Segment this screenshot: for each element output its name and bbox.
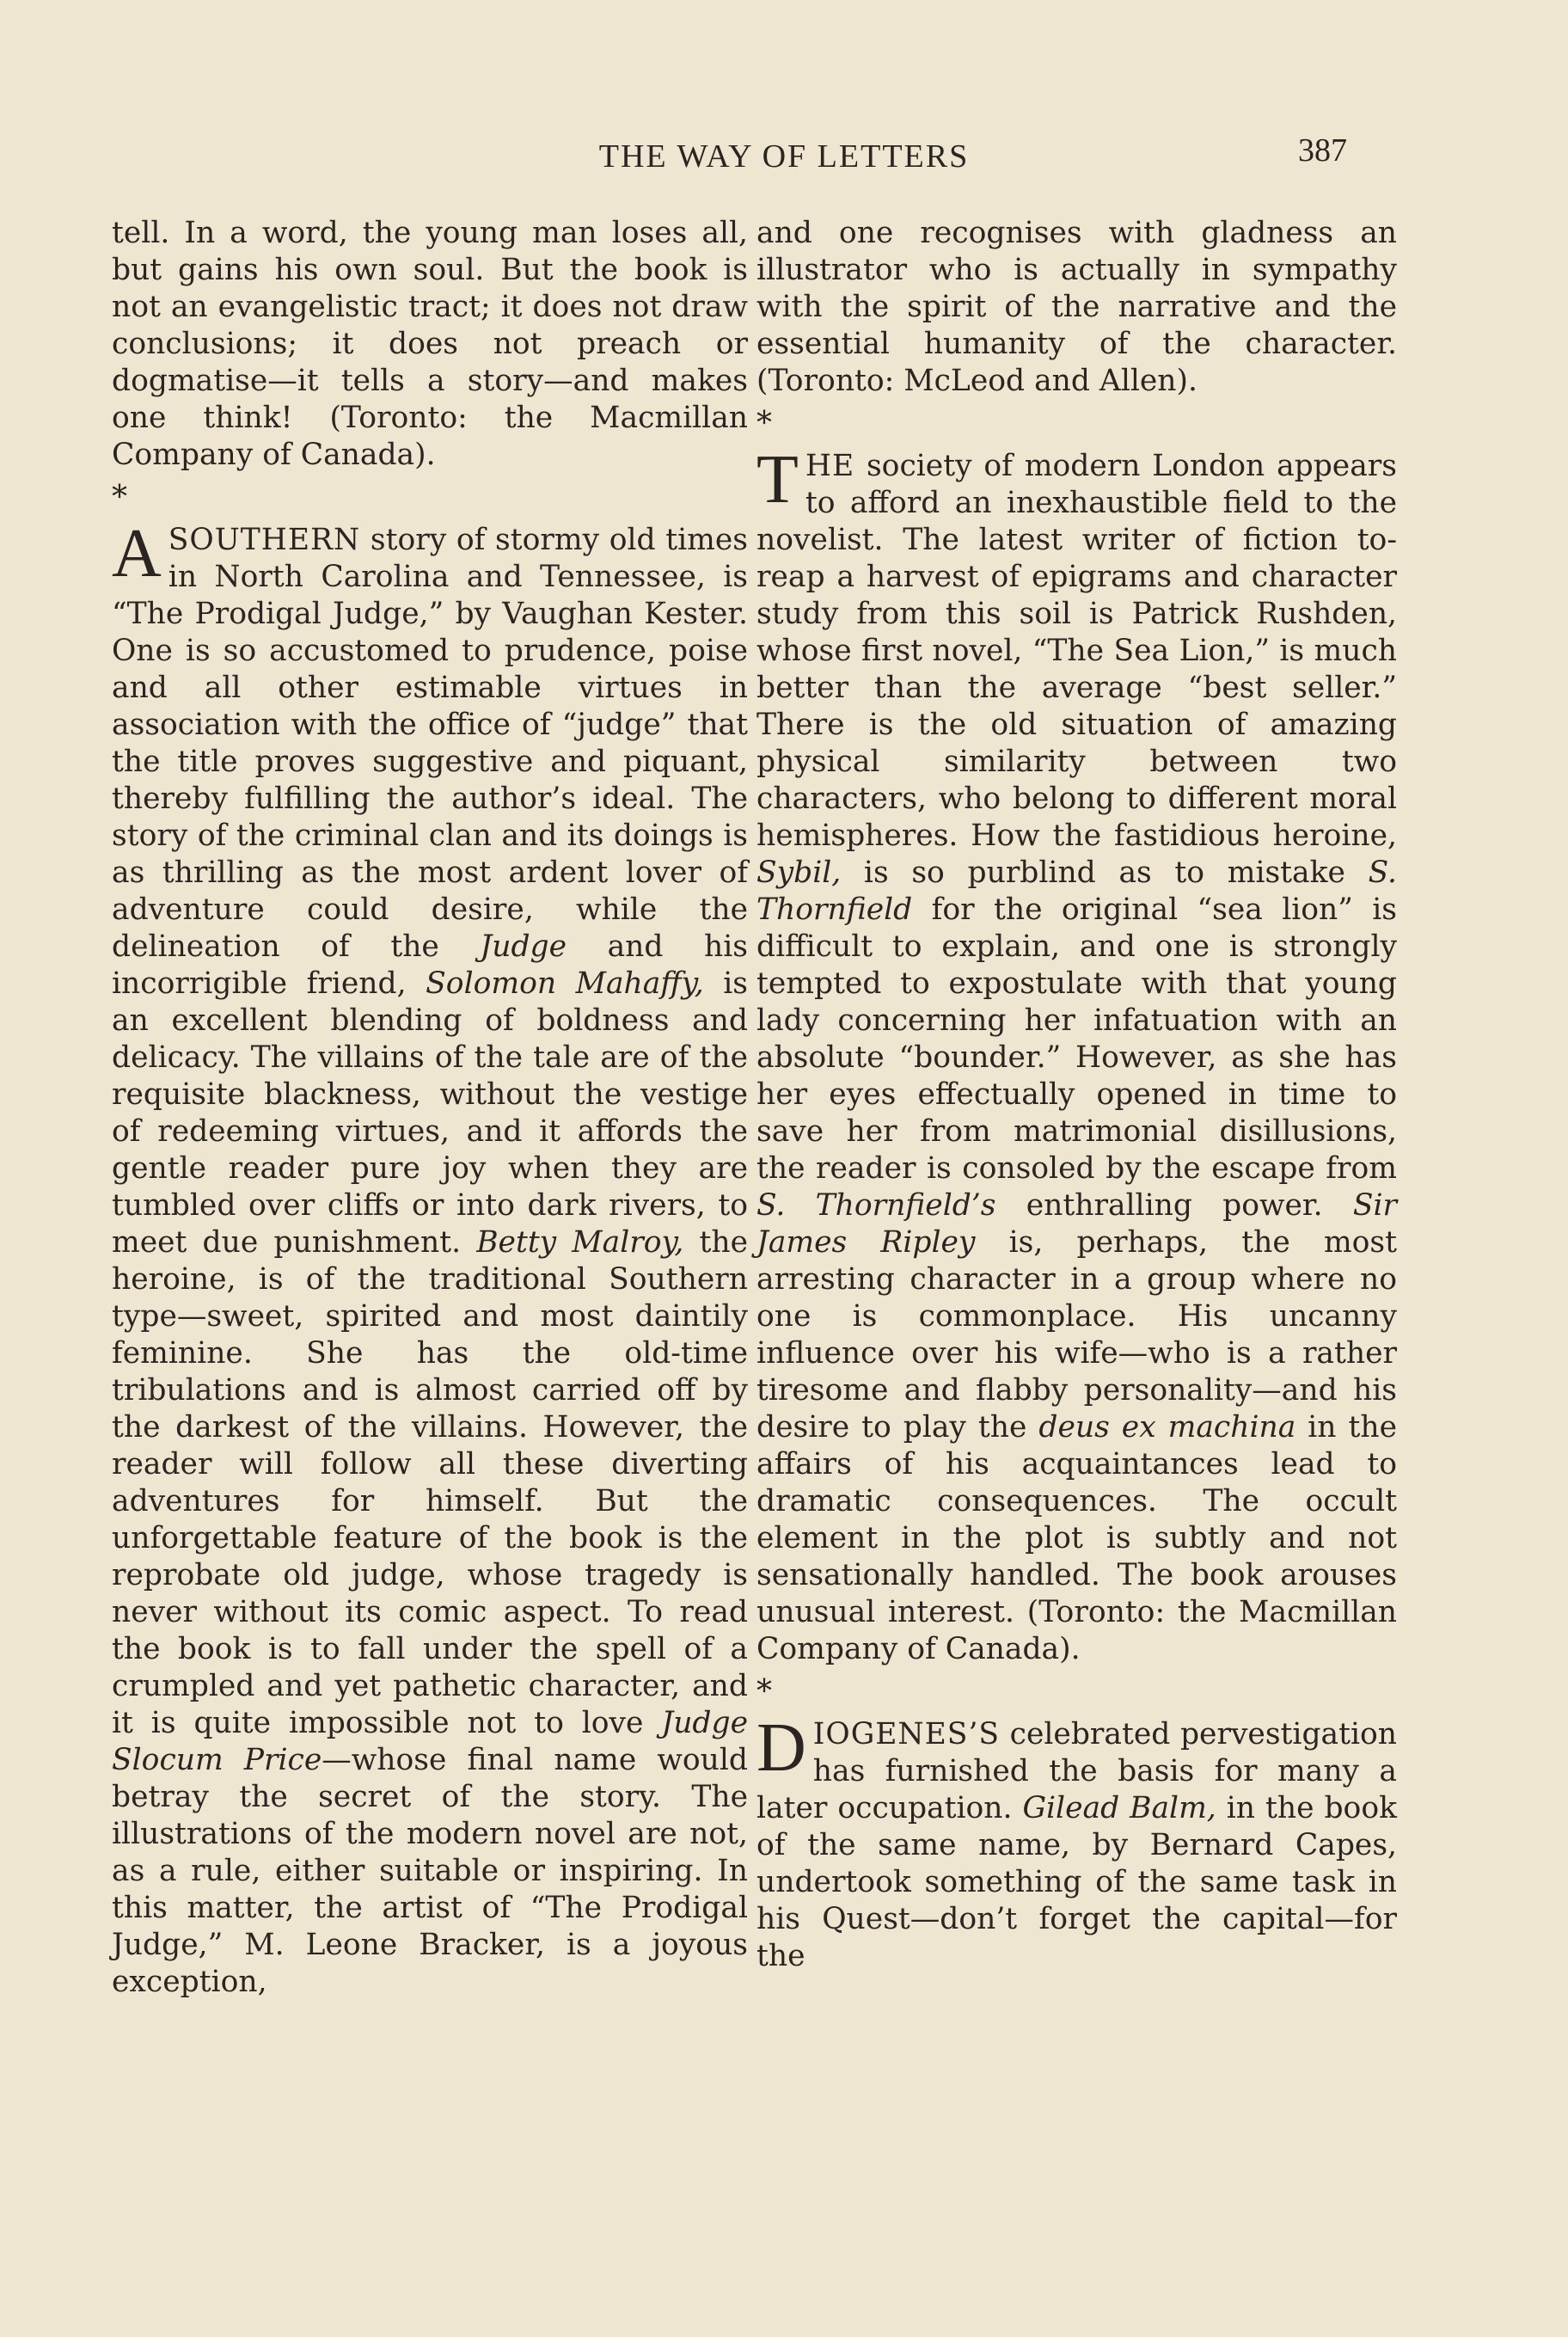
section-divider-star: * xyxy=(112,480,127,515)
text-run: —whose final name would betray the secret of the story. The illustrations of the modern novel are not, as a rule, either suitable or inspiring. In this matter, the artist of “The Prodigal Judge,” M. Leone Bracker, is a joyous exception, xyxy=(112,1743,749,1999)
text-run: story of stormy old times in North Carolina and Tennessee, is “The Prodigal Judge,” by Vaughan Kester. One is so accustomed to prudence, poise and all other estimable virtues in association with the office of “judge” that the title proves suggestive and piquant, thereby fulfilling the author’s ideal. The story of the criminal clan and its doings is as thrilling as the most ardent lover of adventure could desire, while the delineation of the xyxy=(112,523,748,964)
drop-cap: D xyxy=(756,1710,806,1786)
text-run: for the original “sea lion” is difficult to explain, and one is strongly tempted to expostulate with that young lady concerning her infatuation with an absolute “bounder.” However, as she has her eyes effectually opened in time to save her from matrimonial disillusions, the reader is consoled by the escape from xyxy=(756,892,1397,1186)
italic-run: Sybil, xyxy=(756,856,842,890)
opening-caps: IOGENES’S xyxy=(812,1717,1001,1751)
text-run: in the book of the same name, by Bernard Capes, undertook something of the same task in his Quest—don’t forget the capital—for the xyxy=(756,1791,1397,1973)
italic-run: deus ex machina xyxy=(1038,1410,1296,1445)
drop-cap: A xyxy=(112,516,162,592)
left-column xyxy=(112,215,748,2001)
italic-run: S. Thornfield xyxy=(756,856,1397,927)
italic-run: Sir James Ripley xyxy=(756,1188,1397,1260)
right-column xyxy=(756,215,1397,1975)
text-run: the heroine, is of the traditional Southern type—sweet, spirited and most daintily feminine. She has the old-time tribulations and is almost carried off by the darkest of the villains. However, the reader will follow all these diverting adventures for himself. But the unforgettable feature of the book is the reprobate old judge, whose tragedy is never without its comic aspect. To read the book is to fall under the spell of a crumpled and yet pathetic character, and it is quite impossible not to love xyxy=(112,1225,749,1740)
drop-cap: T xyxy=(756,442,799,518)
running-title: THE WAY OF LETTERS xyxy=(598,138,970,175)
opening-caps: SOUTHERN xyxy=(168,523,361,557)
text-run: and his incorrigible friend, xyxy=(112,929,749,1001)
paragraph-diogenes xyxy=(756,1710,1397,1975)
italic-run: Betty Malroy, xyxy=(476,1225,684,1260)
text-run: enthralling power. xyxy=(995,1188,1353,1223)
paragraph: and one recognises with gladness an illustrator who is actually in sympathy with the spirit of the narrative and the essential humanity of the character. (Toronto: McLeod and Allen). xyxy=(756,216,1397,398)
section-divider-star: * xyxy=(756,406,772,441)
italic-run: Gilead Balm, xyxy=(1022,1791,1216,1825)
text-run: in the affairs of his acquaintances lead to dramatic consequences. The occult element in the plot is subtly and not sensationally handled. The book arouses unusual interest. (Toronto: the Macmillan Company of Canada). xyxy=(756,1410,1397,1666)
text-run: is so purblind as to mistake xyxy=(841,856,1369,890)
text-run: society of modern London appears to afford an inexhaustible field to the novelist. The latest writer of fiction to- reap a harvest of epigrams and character study from this soil is Patrick Rushden, whose first novel, “The Sea Lion,” is much better than the average “best seller.” There is the old situation of amazing physical similarity between two characters, who belong to different moral hemispheres. How the fastidious heroine, xyxy=(756,449,1397,853)
italic-run: Judge xyxy=(480,929,567,964)
italic-run: Solomon Mahaffy, xyxy=(426,966,704,1001)
section-divider-star: * xyxy=(756,1674,772,1709)
text-run: is an excellent blending of boldness and delicacy. The villains of the tale are of the requisite blackness, without the vestige of redeeming virtues, and it affords the gentle reader pure joy when they are tumbled over cliffs or into dark rivers, to meet due punishment. xyxy=(112,966,748,1260)
text-run: is, perhaps, the most arresting character in a group where no one is commonplace. His uncanny influence over his wife—who is a rather tiresome and flabby personality—and his desire to play the xyxy=(756,1225,1397,1445)
paragraph-prodigal-judge xyxy=(112,516,749,2001)
italic-run: Judge Slocum Price xyxy=(112,1706,748,1777)
paragraph: tell. In a word, the young man loses all, but gains his own soul. But the book is not an evangelistic tract; it does not draw conclusions; it does not preach or dogmatise—it tells a story—and makes one think! (Toronto: the Macmillan Company of Canada). xyxy=(112,216,748,472)
text-run: celebrated pervestigation has furnished the basis for many a later occupation. xyxy=(756,1717,1397,1825)
page-number: 387 xyxy=(1298,132,1347,169)
opening-caps: HE xyxy=(805,449,855,483)
italic-run: S. Thornfield’s xyxy=(756,1188,996,1223)
paragraph-sea-lion xyxy=(756,442,1397,1668)
